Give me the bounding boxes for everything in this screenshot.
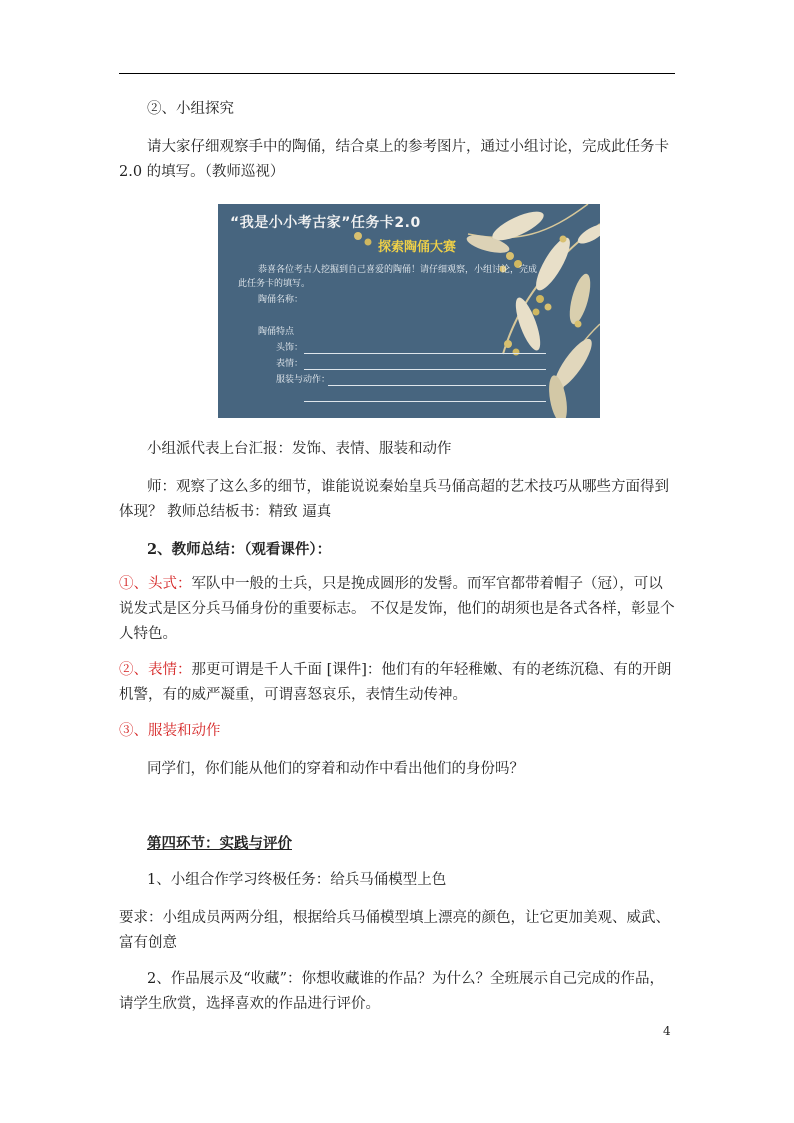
point-headstyle-text: 军队中一般的士兵，只是挽成圆形的发髻。而军官都带着帽子（冠），可以说发式是区分兵马俑身份的重要标志。 不仅是发饰，他们的胡须也是各式各样，彰显个人特色。 bbox=[119, 576, 675, 642]
section-heading: ②、小组探究 bbox=[147, 101, 234, 117]
card-headwear-label: 头饰： bbox=[276, 343, 304, 353]
task-card-image bbox=[218, 204, 600, 418]
summary-heading: 2、教师总结：（观看课件）： bbox=[147, 541, 332, 558]
section4-heading: 第四环节：实践与评价 bbox=[147, 835, 292, 852]
point-costume-heading: ③、服装和动作 bbox=[119, 723, 221, 739]
point-expression-text: 那更可谓是千人千面 [课件]：他们有的年轻稚嫩、有的老练沉稳、有的开朗机警，有的威严凝重，可谓喜怒哀乐，表情生动传神。 bbox=[119, 662, 672, 703]
card-expression-blank bbox=[304, 369, 546, 370]
requirement-paragraph: 要求：小组成员两两分组，根据给兵马俑模型填上漂亮的颜色，让它更加美观、威武、富有创意 bbox=[119, 910, 670, 951]
task2-paragraph: 2、作品展示及“收藏”：你想收藏谁的作品？为什么？全班展示自己完成的作品，请学生欣赏，选择喜欢的作品进行评价。 bbox=[119, 971, 665, 1012]
instruction-paragraph: 请大家仔细观察手中的陶俑，结合桌上的参考图片，通过小组讨论，完成此任务卡 2.0 的填写。（教师巡视） bbox=[119, 139, 669, 180]
card-extra-blank bbox=[304, 401, 546, 402]
card-subtitle: 探索陶俑大赛 bbox=[378, 240, 457, 255]
header-rule bbox=[119, 73, 675, 74]
task1-paragraph: 1、小组合作学习终极任务：给兵马俑模型上色 bbox=[147, 872, 447, 888]
teacher-question-paragraph: 师：观察了这么多的细节，谁能说说秦始皇兵马俑高超的艺术技巧从哪些方面得到体现？ 教师总结板书：精致 逼真 bbox=[119, 479, 669, 520]
report-paragraph: 小组派代表上台汇报：发饰、表情、服装和动作 bbox=[147, 441, 452, 457]
card-intro-line-1: 恭喜各位考古人挖掘到自己喜爱的陶俑！请仔细观察，小组讨论，完成 bbox=[258, 265, 538, 275]
point-expression-label: ②、表情： bbox=[119, 662, 192, 678]
page-number: 4 bbox=[663, 1024, 671, 1038]
point-expression bbox=[119, 658, 675, 708]
card-costume-label: 服装与动作： bbox=[276, 375, 331, 385]
card-features-label: 陶俑特点 bbox=[258, 327, 295, 337]
card-name-label: 陶俑名称： bbox=[258, 295, 304, 305]
card-headwear-blank bbox=[304, 353, 546, 354]
point-headstyle-label: ①、头式： bbox=[119, 576, 192, 592]
card-title: “我是小小考古家”任务卡2.0 bbox=[230, 215, 421, 231]
point-headstyle bbox=[119, 572, 675, 647]
card-costume-blank bbox=[328, 385, 546, 386]
card-expression-label: 表情： bbox=[276, 359, 304, 369]
card-intro-line-2: 此任务卡的填写。 bbox=[238, 279, 311, 289]
point-costume-question: 同学们，你们能从他们的穿着和动作中看出他们的身份吗？ bbox=[147, 761, 524, 777]
